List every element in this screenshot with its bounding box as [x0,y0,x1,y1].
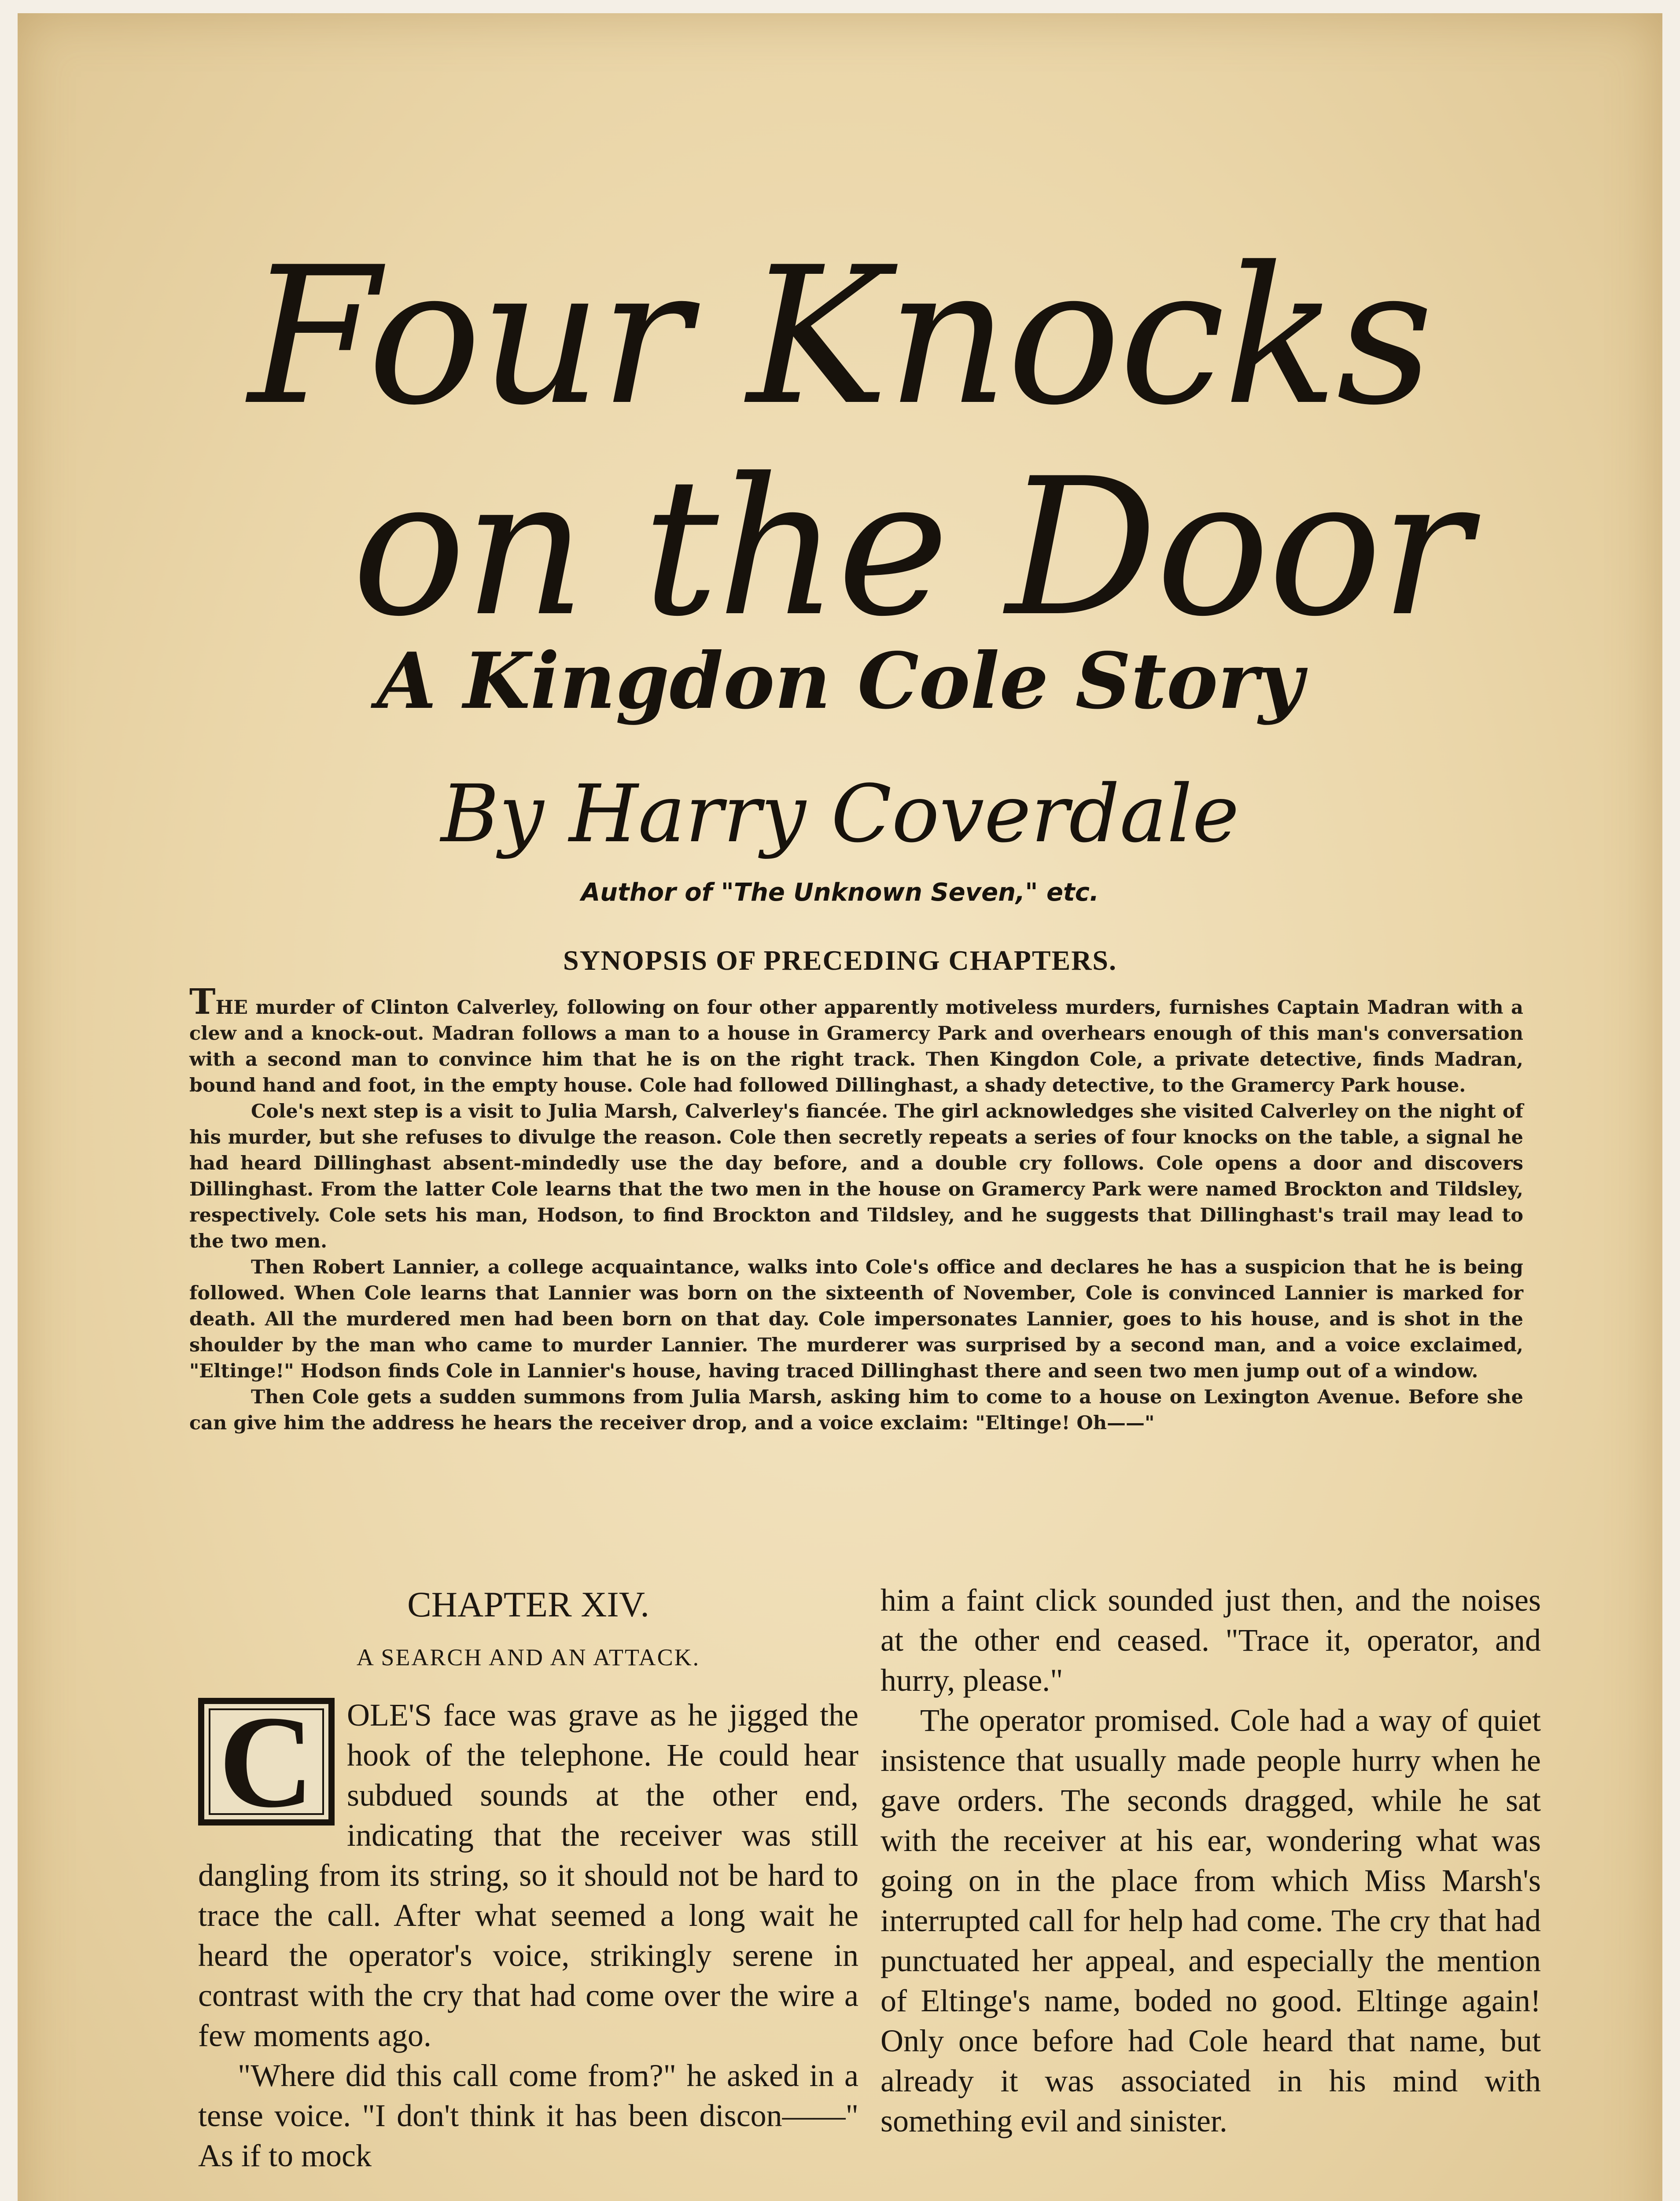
synopsis-paragraph-3: Then Robert Lannier, a college acquaintance, walks into Cole's office and declares he has a suspicion that he is being followed. When Cole learns that Lannier was born on the sixteenth of November, Cole is convinced Lannier is marked for death. All the murdered men had been born on that day. Cole impersonates Lannier, goes to his house, and is shot in the shoulder by the man who came to murder Lannier. The murderer was surprised by a second man, and a voice exclaimed, "Eltinge!" Hodson finds Cole in Lannier's house, having traced Dillinghast there and seen two men jump out of a window. [189,1256,1523,1382]
chapter-paragraph-3: him a faint click sounded just then, and the noises at the other end ceased. "Trace it, operator, and hurry, please." [881,1583,1541,1698]
synopsis-drop-letter: T [189,981,216,1022]
story-title-line-1: Four Knocks [248,227,1432,447]
story-subtitle: A Kingdon Cole Story [376,636,1304,726]
author-note: Author of "The Unknown Seven," etc. [581,878,1099,907]
chapter-paragraph-2: "Where did this call come from?" he asked in a tense voice. "I don't think it has been discon——" As if to mock [198,2058,858,2173]
chapter-paragraph-4: The operator promised. Cole had a way of quiet insistence that usually made people hurry when he gave orders. The seconds dragged, while he sat with the receiver at his ear, wondering what was going on in the place from which Miss Marsh's interrupted call for help had come. The cry that had punctuated her appeal, and especially the mention of Eltinge's name, boded no good. Eltinge again! Only once before had Cole heard that name, but already it was associated in his mind with something evil and sinister. [881,1703,1541,2138]
byline: By Harry Coverdale [441,768,1239,860]
synopsis-heading: SYNOPSIS OF PRECEDING CHAPTERS. [563,945,1117,976]
synopsis-text [189,981,1523,1436]
chapter-heading: CHAPTER XIV. [407,1584,649,1624]
left-column [198,1580,858,2176]
chapter-subtitle: A SEARCH AND AN ATTACK. [356,1644,700,1671]
synopsis-paragraph-2: Cole's next step is a visit to Julia Marsh, Calverley's fiancée. The girl acknowledges she visited Calverley on the night of his murder, but she refuses to divulge the reason. Cole then secretly repeats a series of four knocks on the table, a signal he had heard Dillinghast absent-mindedly use the day before, and a double cry follows. Cole opens a door and discovers Dillinghast. From the latter Cole learns that the two men in the house on Gramercy Park were named Brockton and Tildsley, respectively. Cole sets his man, Hodson, to find Brockton and Tildsley, and he suggests that Dillinghast's trail may lead to the two men. [189,1100,1523,1252]
chapter-paragraph-1 [198,1688,858,2056]
synopsis-paragraph [189,981,1523,1099]
synopsis-paragraph-1: HE murder of Clinton Calverley, following on four other apparently motiveless murders, furnishes Captain Madran with a clew and a knock-out. Madran follows a man to a house in Gramercy Park and overhears enough of this man's conversation with a second man to convince him that he is on the right track. Then Kingdon Cole, a private detective, finds Madran, bound hand and foot, in the empty house. Cole had followed Dillinghast, a shady detective, to the Gramercy Park house. [189,997,1523,1097]
chapter-paragraph-1-text: OLE'S face was grave as he jigged the hook of the telephone. He could hear subdued sounds at the other end, indicating that the receiver was still dangling from its string, so it should not be hard to trace the call. After what seemed a long wait he heard the operator's voice, strikingly serene in contrast with the cry that had come over the wire a few moments ago. [198,1697,858,2053]
synopsis-paragraph-4: Then Cole gets a sudden summons from Julia Marsh, asking him to come to a house on Lexington Avenue. Before she can give him the address he hears the receiver drop, and a voice exclaim: "Eltinge! Oh——" [189,1386,1523,1434]
right-column [881,1580,1541,2141]
story-title-line-2: on the Door [352,438,1469,658]
drop-cap: C [198,1698,335,1826]
magazine-page [18,13,1662,2201]
